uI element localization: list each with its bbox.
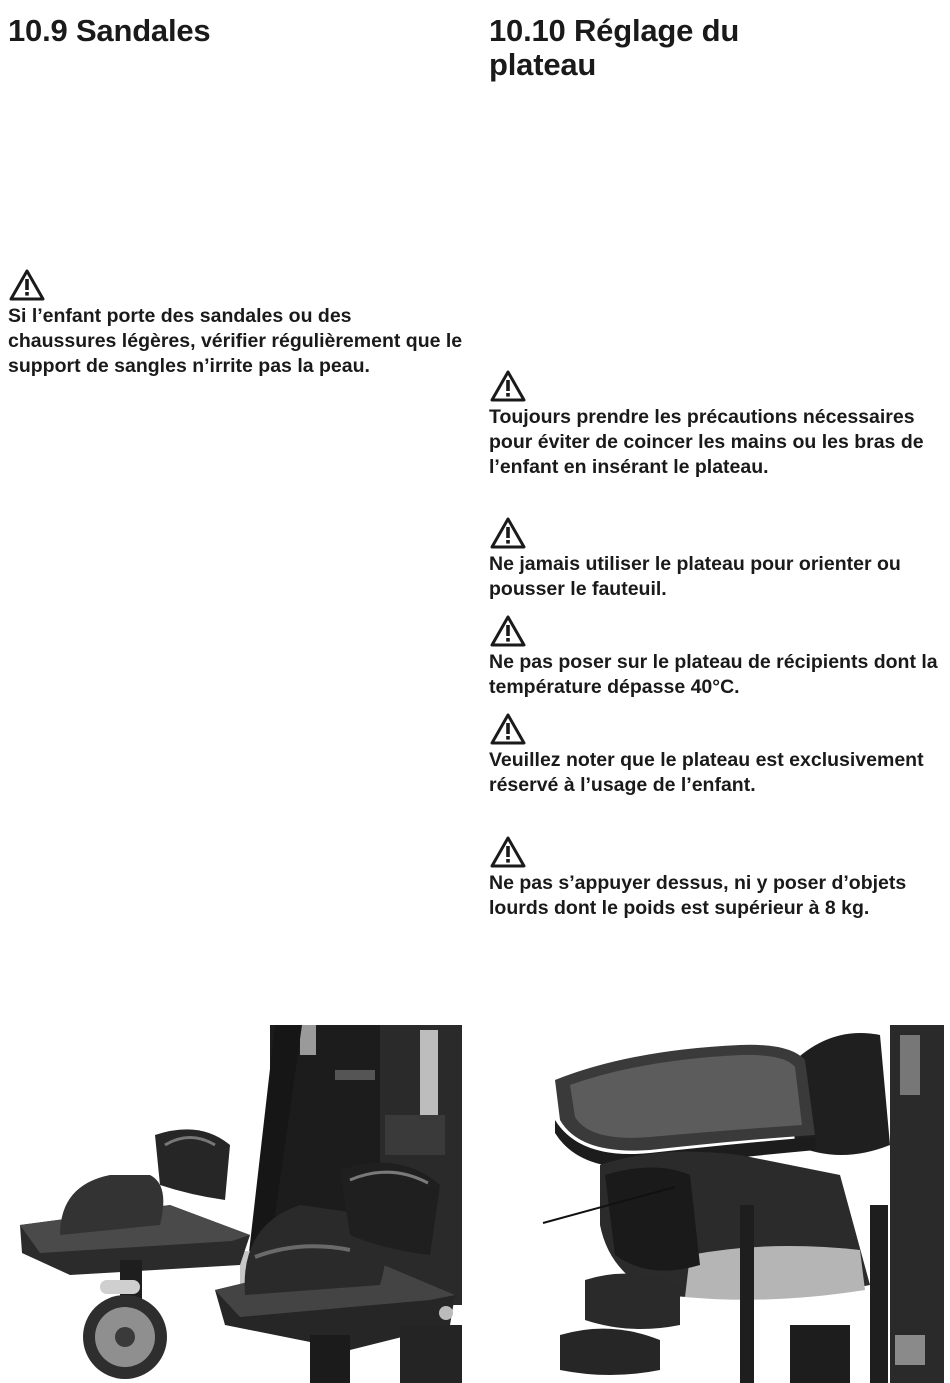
warning-text: Ne pas s’appuyer dessus, ni y poser d’objets lourds dont le poids est supérieur à 8 kg. <box>489 872 907 919</box>
warning-block <box>489 516 944 602</box>
warning-block <box>489 712 944 798</box>
warning-triangle-icon <box>489 369 527 403</box>
warning-text: Toujours prendre les précautions nécessaires pour éviter de coincer les mains ou les bras de l’enfant en insérant le plateau. <box>489 406 924 478</box>
warning-triangle-icon <box>489 835 527 869</box>
warning-text: Veuillez noter que le plateau est exclusivement réservé à l’usage de l’enfant. <box>489 749 924 796</box>
warning-triangle-icon <box>489 516 527 550</box>
photo-tray-adjustment <box>540 1025 944 1383</box>
warning-triangle-icon <box>489 614 527 648</box>
photo-sandals-footrests <box>0 1025 462 1383</box>
warning-text: Ne pas poser sur le plateau de récipients dont la température dépasse 40°C. <box>489 651 938 698</box>
warning-block <box>489 369 944 480</box>
warning-block <box>489 835 944 921</box>
warning-text: Ne jamais utiliser le plateau pour orienter ou pousser le fauteuil. <box>489 553 901 600</box>
warning-triangle-icon <box>8 268 46 302</box>
section-title-sandales: 10.9 Sandales <box>8 13 211 48</box>
warning-block <box>489 614 944 700</box>
warning-text: Si l’enfant porte des sandales ou des chaussures légères, vérifier régulièrement que le support de sangles n’irrite pas la peau. <box>8 305 463 377</box>
warning-block <box>8 268 463 379</box>
warning-triangle-icon <box>489 712 527 746</box>
section-title-reglage-plateau: 10.10 Réglage du plateau <box>489 13 740 82</box>
